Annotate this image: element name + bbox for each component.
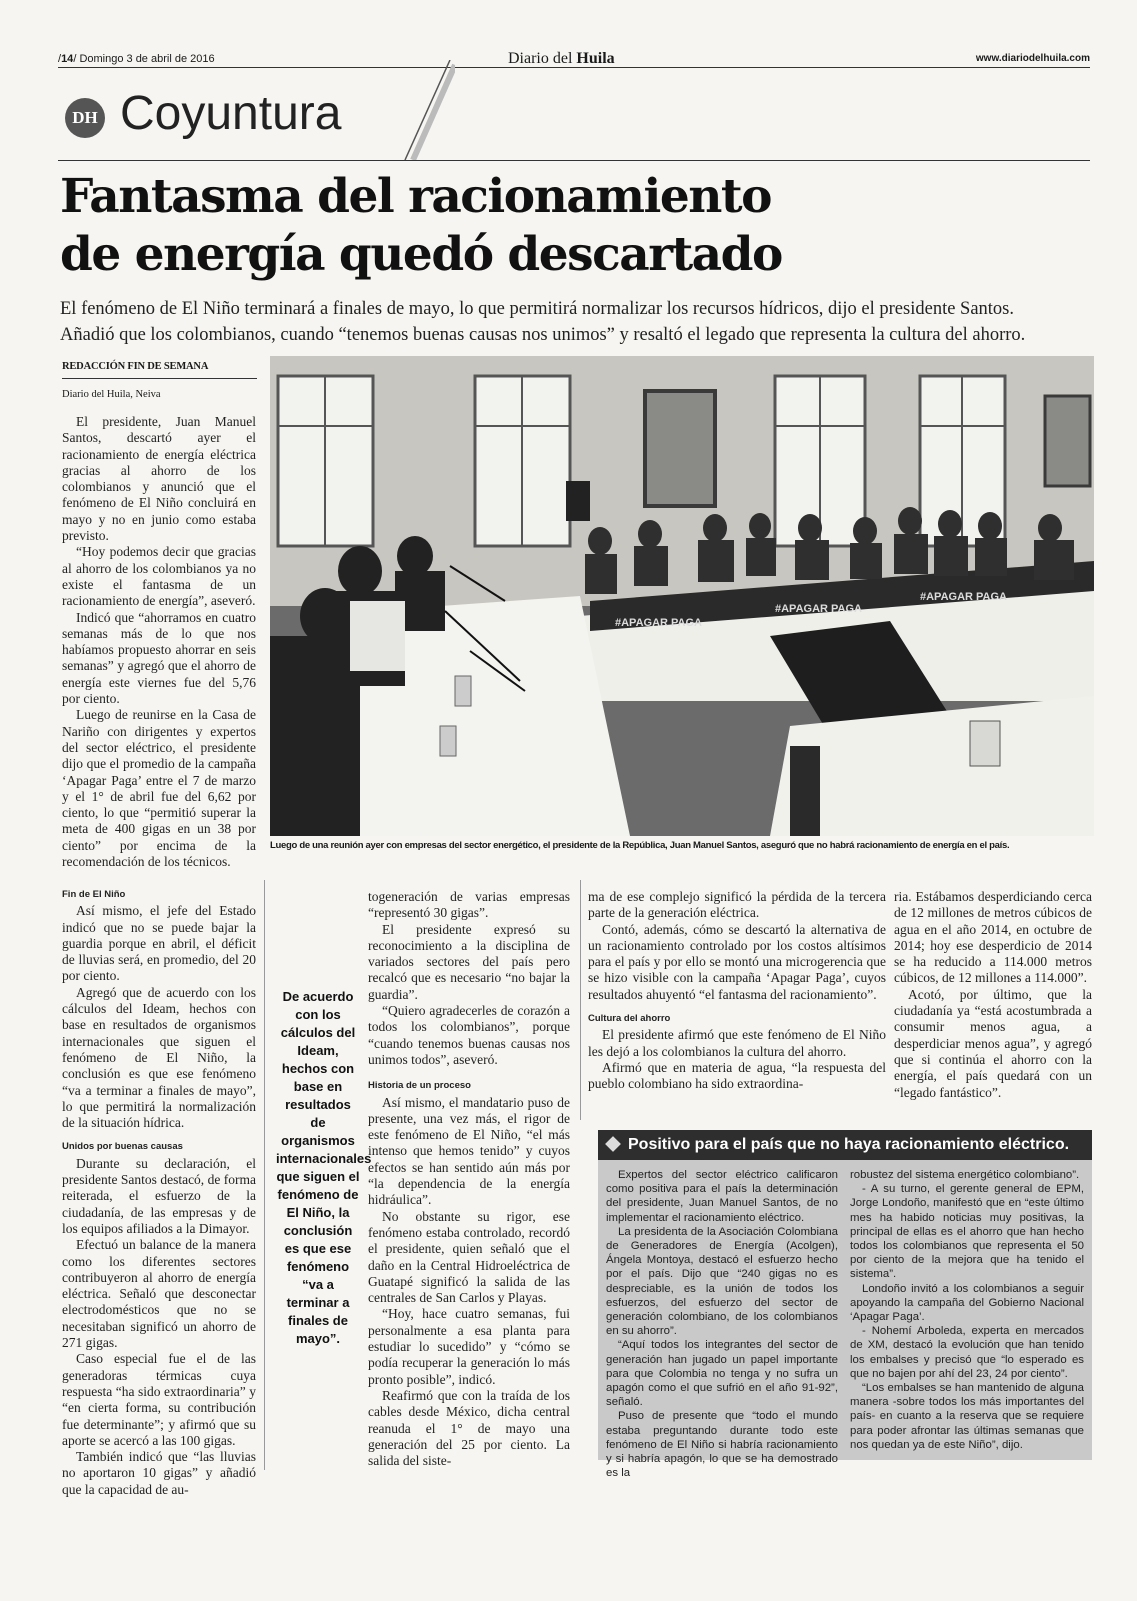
page-number: 14: [61, 53, 74, 65]
paragraph: Acotó, por último, que la ciudadanía ya “está acostumbrada a consumir menos agua, a desperdiciar menos agua”, y agregó que si continúa el ahorro con la energía, el país quedará con un “legado fantástico”.: [894, 986, 1092, 1100]
paragraph: Así mismo, el jefe del Estado indicó que no se puede bajar la guardia porque en abril, el déficit de lluvias será, en promedio, del 20 por ciento.: [62, 903, 256, 984]
arrow-icon: [605, 1136, 621, 1152]
deck: [60, 296, 1100, 348]
paragraph: - Nohemí Arboleda, experta en mercados de XM, destacó la evolución que han tenido los embalses y precisó que “lo esperado es que no bajen por ahí del 23, 24 por ciento”.: [850, 1325, 1084, 1380]
banner-text: #APAGAR PAGA: [775, 603, 862, 615]
deck-line-2: Añadió que los colombianos, cuando “tenemos buenas causas nos unimos” y resaltó el legado que representa la cultura del ahorro.: [60, 325, 1026, 345]
paragraph: El presidente, Juan Manuel Santos, descartó ayer el racionamiento de energía eléctrica gracias al ahorro de los colombianos y anunció que el fenómeno de El Niño concluirá en mayo y no en junio como estaba previsto.: [62, 414, 256, 544]
headline: [60, 168, 1060, 284]
paragraph: Afirmó que en materia de agua, “la respuesta del pueblo colombiano ha sido extraordina-: [588, 1059, 886, 1092]
sidebar-box: [598, 1160, 1092, 1480]
paragraph: La presidenta de la Asociación Colombiana de Generadores de Energía (Acolgen), Ángela Montoya, destacó el esfuerzo hecho por el país. Dijo que “240 gigas no es despreciable, es la unión de todos los esfuerzos, del esfuerzo del sector de generación colombiano, de los colombianos en su ahorro”.: [606, 1225, 838, 1338]
paragraph: Puso de presente que “todo el mundo estaba preguntando durante todo este fenómeno de El Niño si habría racionamiento y si habría apagón, lo que se ha demostrado es la: [606, 1410, 838, 1480]
article-column-1-lower: [62, 887, 256, 1498]
sidebar-box-title: Positivo para el país que no haya racionamiento eléctrico.: [628, 1136, 1070, 1153]
subheading: Unidos por buenas causas: [62, 1141, 183, 1153]
sidebar-column-a: [606, 1168, 838, 1480]
paragraph: “Quiero agradecerles de corazón a todos los colombianos”, porque “cuando tenemos buenas causas nos unimos todos”, aseveró.: [368, 1003, 570, 1067]
byline: REDACCIÓN FIN DE SEMANA: [62, 361, 209, 372]
meeting-photo: [270, 356, 1094, 836]
banner-text: #APAGAR PAGA: [920, 591, 1007, 603]
masthead-rule: [58, 67, 1090, 68]
sidebar-column-b: [850, 1168, 1084, 1452]
article-column-3: [368, 889, 570, 1469]
paragraph: ria. Estábamos desperdiciando cerca de 12 millones de metros cúbicos de agua en el año 2014, en octubre de 2014; hoy ese desperdicio de 2014 se ha reducido a 114.000 metros cúbicos, de 12 millones a 114.000”.: [894, 889, 1092, 986]
dateline: Diario del Huila, Neiva: [62, 389, 161, 400]
column-rule: [580, 880, 581, 1120]
paragraph: No obstante su rigor, ese fenómeno estaba controlado, recordó el presidente, quien señaló que el daño en la Central Hidroeléctrica de Guatapé significó la salida de las centrales de San Carlos y Playas.: [368, 1208, 570, 1306]
paragraph: ma de ese complejo significó la pérdida de la tercera parte de la generación eléctrica.: [588, 889, 886, 921]
paragraph: Efectuó un balance de la manera como los diferentes sectores contribuyeron al ahorro de energía eléctrica. Señaló que desconectar electrodomésticos que no se necesitaban significó un ahorro de 271 gigas.: [62, 1237, 256, 1351]
website-url: www.diariodelhuila.com: [975, 53, 1090, 64]
photo-caption: Luego de una reunión ayer con empresas del sector energético, el presidente de la República, Juan Manuel Santos, aseguró que no habrá racionamiento de energía en el país.: [270, 840, 1010, 851]
paragraph: Caso especial fue el de las generadoras térmicas cuya respuesta “ha sido extraordinaria” y “en cierta forma, su contribución fue determinante”; y afirmó que su aporte se acercó a las 100 gigas.: [62, 1351, 256, 1448]
deck-line-1: El fenómeno de El Niño terminará a finales de mayo, lo que permitirá normalizar los recursos hídricos, dijo el presidente Santos.: [60, 299, 1015, 319]
newspaper-name-a: Diario del: [508, 50, 577, 67]
section-title: Coyuntura: [120, 87, 342, 140]
newspaper-name: [508, 50, 615, 68]
paragraph: Indicó que “ahorramos en cuatro semanas más de lo que nos habíamos propuesto ahorrar en seis semanas” y agregó que el ahorro de energía este viernes fue del 5,76 por ciento.: [62, 609, 256, 707]
photo-illustration: [270, 356, 1094, 836]
section-slash: [395, 60, 455, 160]
paragraph: El presidente expresó su reconocimiento a la disciplina de variados sectores del país pero recalcó que es necesario “no bajar la guardia”.: [368, 921, 570, 1002]
paragraph: Reafirmó que con la traída de los cables desde México, dicha central reanuda el 1° de mayo una generación del 25 por ciento. La salida del siste-: [368, 1387, 570, 1469]
headline-line-2: de energía quedó descartado: [60, 227, 782, 282]
paragraph: Durante su declaración, el presidente Santos destacó, de forma reiterada, el esfuerzo de la ciudadanía, de las empresas y de los equipos afiliados a la Dimayor.: [62, 1155, 256, 1236]
paragraph: “Aquí todos los integrantes del sector de generación han jugado un papel importante para que Colombia no tenga y no sufra un apagón como el que sufrió en el año 91-92”, señaló.: [606, 1339, 838, 1409]
paragraph: Londoño invitó a los colombianos a seguir apoyando la campaña del Gobierno Nacional ‘Apagar Paga’.: [850, 1282, 1084, 1324]
pull-quote: De acuerdo con los cálculos del Ideam, hechos con base en resultados de organismos internacionales que siguen el fenómeno de El Niño, la conclusión es que ese fenómeno “va a terminar a finales de mayo”.: [276, 989, 372, 1346]
paragraph: Expertos del sector eléctrico calificaron como positiva para el país la determinación del presidente, Juan Manuel Santos, de no implementar el racionamiento eléctrico.: [606, 1169, 838, 1224]
section-rule: [58, 160, 1090, 161]
column-rule: [264, 880, 265, 1470]
paragraph: Así mismo, el mandatario puso de presente, una vez más, el rigor de este fenómeno de El Niño, “el más intenso que hemos tenido” y cuyos efectos se han sentido aún más por “la dependencia de la energía hidráulica”.: [368, 1094, 570, 1208]
issue-date: Domingo 3 de abril de 2016: [79, 53, 215, 65]
byline-rule: [62, 378, 257, 379]
paragraph: También indicó que “las lluvias no aportaron 10 gigas” y añadió que la capacidad de au-: [62, 1449, 256, 1497]
newspaper-name-b: Huila: [576, 50, 615, 67]
page-info: /14/ Domingo 3 de abril de 2016: [58, 53, 215, 65]
paragraph: Contó, además, cómo se descartó la alternativa de un racionamiento controlado por los costos altísimos para el país y por ello se montó una microgerencia que se hizo visible con la campaña ‘Apagar Paga’, cuyos resultados ahuyentó “el fantasma del racionamiento”.: [588, 921, 886, 1002]
paragraph: “Hoy podemos decir que gracias al ahorro de los colombianos ya no existe el fantasma de un racionamiento de energía”, aseveró.: [62, 544, 256, 609]
subheading: Fin de El Niño: [62, 889, 126, 900]
paragraph: togeneración de varias empresas “representó 30 gigas”.: [368, 889, 570, 921]
paragraph: - A su turno, el gerente general de EPM, Jorge Londoño, manifestó que en “este último mes ha habido noticias muy positivas, la principal de ellas es el ahorro que han hecho todos los colombianos que representa el 50 por ciento de la mejora que ha tenido el sistema”.: [850, 1183, 1084, 1281]
banner-text: #APAGAR PAGA: [615, 617, 702, 629]
headline-line-1: Fantasma del racionamiento: [60, 169, 771, 224]
subheading: Cultura del ahorro: [588, 1013, 671, 1025]
paragraph: Luego de reunirse en la Casa de Nariño con dirigentes y expertos del sector eléctrico, el presidente dijo que el promedio de la campaña ‘Apagar Paga’ entre el 7 de marzo y el 1° de abril fue del 6,62 por ciento, lo que “permitió superar la meta de 400 gigas en un 38 por ciento” por encima de la recomendación de los técnicos.: [62, 707, 256, 870]
article-column-4: [588, 889, 886, 1093]
paragraph: El presidente afirmó que este fenómeno de El Niño les dejó a los colombianos la cultura del ahorro.: [588, 1027, 886, 1059]
paragraph: “Hoy, hace cuatro semanas, fui personalmente a esa planta para estudiar lo sucedido” y “cómo se podía recuperar la generación lo más pronto posible”, indicó.: [368, 1306, 570, 1387]
dh-logo: DH: [65, 98, 105, 138]
paragraph: robustez del sistema energético colombiano”.: [850, 1169, 1080, 1181]
sidebar-box-header: [598, 1130, 1092, 1160]
article-column-5: [894, 889, 1092, 1101]
article-column-1: [62, 414, 256, 870]
subheading: Historia de un proceso: [368, 1080, 471, 1092]
paragraph: “Los embalses se han mantenido de alguna manera -sobre todos los más importantes del país- en cuanto a la reserva que se requiere para poder afrontar las últimas semanas que nos quedan ya de este Niño”, dijo.: [850, 1382, 1084, 1451]
paragraph: Agregó que de acuerdo con los cálculos del Ideam, hechos con base en resultados de organismos internacionales que siguen el fenómeno de El Niño, la conclusión es que ese fenómeno “va a terminar a finales de mayo”, lo que permitirá la normalización de la situación hídrica.: [62, 984, 256, 1131]
